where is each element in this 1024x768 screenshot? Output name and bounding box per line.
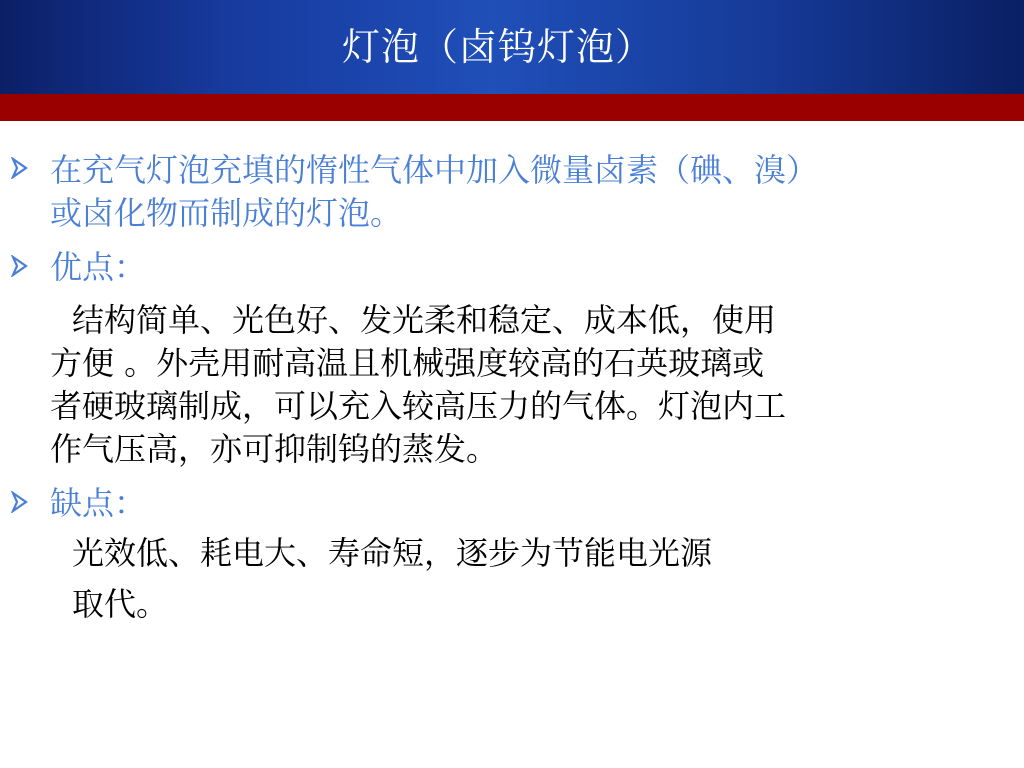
disadvantages-line-2: 取代。 [72,585,169,623]
accent-bar [0,94,1024,121]
advantages-heading: 优点： [50,248,147,286]
arrow-bullet-icon [10,157,34,187]
advantages-line-1: 结构简单、光色好、发光柔和稳定、成本低，使用 [72,301,777,339]
bullet-1-line-2: 或卤化物而制成的灯泡。 [50,194,403,232]
advantages-line-3: 者硬玻璃制成，可以充入较高压力的气体。灯泡内工 [50,387,787,425]
bullet-1-line-1: 在充气灯泡充填的惰性气体中加入微量卤素（碘、溴） [50,151,819,189]
slide-title: 灯泡（卤钨灯泡） [341,25,654,69]
arrow-bullet-icon [10,491,34,521]
arrow-bullet-icon [10,255,34,285]
disadvantages-heading: 缺点： [50,484,147,522]
advantages-line-2: 方便 。外壳用耐高温且机械强度较高的石英玻璃或 [50,344,765,382]
advantages-line-4: 作气压高，亦可抑制钨的蒸发。 [50,430,499,468]
disadvantages-line-1: 光效低、耗电大、寿命短，逐步为节能电光源 [72,534,713,572]
